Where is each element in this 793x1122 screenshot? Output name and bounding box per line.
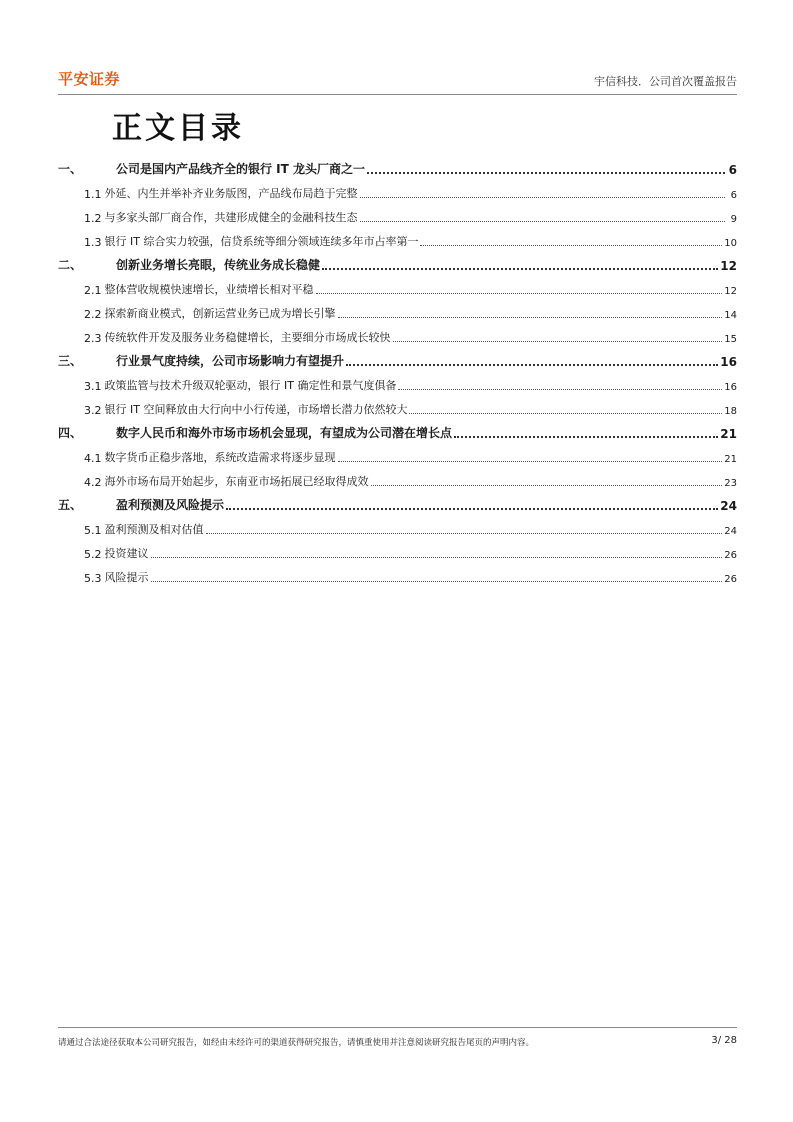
toc-chapter-entry[interactable]	[58, 153, 737, 177]
toc-entry-page: 9	[730, 214, 737, 225]
toc-entry-number: 5.1	[84, 524, 102, 537]
toc-entry-page: 24	[724, 526, 737, 537]
toc-section-entry[interactable]	[58, 513, 737, 537]
toc-section-entry[interactable]	[58, 297, 737, 321]
report-name: 宇信科技．公司首次覆盖报告	[594, 75, 737, 88]
toc-entry-number: 三、	[58, 354, 83, 368]
disclaimer: 请通过合法途径获取本公司研究报告，如经由未经许可的渠道获得研究报告，请慎重使用并注意阅读研究报告尾页的声明内容。	[58, 1038, 535, 1048]
toc-entry-number: 五、	[58, 498, 83, 512]
toc-entry-number: 2.3	[84, 332, 102, 345]
toc-entry-title: 传统软件开发及服务业务稳健增长，主要细分市场成长较快	[104, 331, 391, 344]
dot-leader	[393, 341, 723, 342]
toc-entry-title: 银行 IT 综合实力较强，信贷系统等细分领域连续多年市占率第一	[104, 235, 419, 248]
toc-entry-number: 四、	[58, 426, 83, 440]
toc-entry-page: 16	[720, 355, 737, 369]
toc-entry-number: 2.1	[84, 284, 102, 297]
toc-entry-page: 12	[724, 286, 737, 297]
dot-leader	[346, 364, 718, 366]
toc-entry-title: 盈利预测及风险提示	[116, 498, 225, 512]
dot-leader	[206, 533, 723, 534]
toc-section-entry[interactable]	[58, 369, 737, 393]
toc-entry-title: 数字货币正稳步落地，系统改造需求将逐步显现	[104, 451, 336, 464]
toc-entry-number: 3.2	[84, 404, 102, 417]
company-logo: 平安证券	[58, 70, 121, 88]
dot-leader	[409, 413, 722, 414]
toc-entry-title: 海外市场布局开始起步，东南亚市场拓展已经取得成效	[104, 475, 369, 488]
dot-leader	[316, 293, 723, 294]
toc-entry-title: 风险提示	[104, 571, 149, 584]
toc-section-entry[interactable]	[58, 321, 737, 345]
dot-leader	[367, 172, 725, 174]
toc-entry-title: 公司是国内产品线齐全的银行 IT 龙头厂商之一	[116, 162, 366, 176]
toc-chapter-entry[interactable]	[58, 489, 737, 513]
dot-leader	[360, 221, 726, 222]
toc-title: 正文目录	[112, 111, 244, 146]
toc-section-entry[interactable]	[58, 201, 737, 225]
toc-entry-number: 3.1	[84, 380, 102, 393]
toc-entry-number: 5.3	[84, 572, 102, 585]
toc-section-entry[interactable]	[58, 561, 737, 585]
dot-leader	[371, 485, 723, 486]
toc-entry-title: 整体营收规模快速增长，业绩增长相对平稳	[104, 283, 314, 296]
dot-leader	[338, 461, 723, 462]
page-footer	[58, 1027, 737, 1048]
toc-entry-title: 政策监管与技术升级双轮驱动，银行 IT 确定性和景气度俱备	[104, 379, 397, 392]
toc-section-entry[interactable]	[58, 537, 737, 561]
dot-leader	[420, 245, 722, 246]
toc-entry-page: 26	[724, 574, 737, 585]
toc-entry-page: 6	[728, 163, 737, 177]
toc-entry-page: 16	[724, 382, 737, 393]
toc-entry-number: 1.2	[84, 212, 102, 225]
toc-entry-number: 4.2	[84, 476, 102, 489]
dot-leader	[454, 436, 718, 438]
toc-entry-page: 26	[724, 550, 737, 561]
dot-leader	[226, 508, 718, 510]
dot-leader	[338, 317, 723, 318]
toc-entry-page: 21	[720, 427, 737, 441]
toc-entry-page: 12	[720, 259, 737, 273]
toc-entry-number: 1.1	[84, 188, 102, 201]
toc-section-entry[interactable]	[58, 393, 737, 417]
page-number: 3/ 28	[711, 1035, 737, 1046]
toc-entry-title: 银行 IT 空间释放由大行向中小行传递，市场增长潜力依然较大	[104, 403, 408, 416]
toc-entry-page: 6	[730, 190, 737, 201]
toc-entry-page: 15	[724, 334, 737, 345]
dot-leader	[151, 581, 723, 582]
toc-entry-title: 探索新商业模式，创新运营业务已成为增长引擎	[104, 307, 336, 320]
toc-entry-title: 投资建议	[104, 547, 149, 560]
dot-leader	[360, 197, 726, 198]
toc-entry-title: 行业景气度持续，公司市场影响力有望提升	[116, 354, 345, 368]
toc-chapter-entry[interactable]	[58, 345, 737, 369]
toc-entry-number: 一、	[58, 162, 83, 176]
toc-entry-page: 18	[724, 406, 737, 417]
toc-entry-number: 2.2	[84, 308, 102, 321]
toc-chapter-entry[interactable]	[58, 417, 737, 441]
toc-entry-number: 1.3	[84, 236, 102, 249]
toc-entry-page: 10	[724, 238, 737, 249]
toc-entry-number: 二、	[58, 258, 83, 272]
toc-section-entry[interactable]	[58, 441, 737, 465]
toc-entry-page: 21	[724, 454, 737, 465]
toc-entry-page: 24	[720, 499, 737, 513]
toc-entry-title: 数字人民币和海外市场市场机会显现，有望成为公司潜在增长点	[116, 426, 453, 440]
toc-entry-number: 5.2	[84, 548, 102, 561]
toc-entry-page: 23	[724, 478, 737, 489]
toc-section-entry[interactable]	[58, 225, 737, 249]
toc-section-entry[interactable]	[58, 273, 737, 297]
dot-leader	[151, 557, 723, 558]
page-header	[58, 68, 737, 95]
toc-entry-title: 外延、内生并举补齐业务版图，产品线布局趋于完整	[104, 187, 358, 200]
toc-chapter-entry[interactable]	[58, 249, 737, 273]
toc-entry-number: 4.1	[84, 452, 102, 465]
toc-entry-title: 盈利预测及相对估值	[104, 523, 204, 536]
toc-section-entry[interactable]	[58, 465, 737, 489]
table-of-contents	[58, 153, 737, 585]
dot-leader	[398, 389, 722, 390]
toc-entry-title: 创新业务增长亮眼，传统业务成长稳健	[116, 258, 321, 272]
toc-entry-page: 14	[724, 310, 737, 321]
dot-leader	[322, 268, 718, 270]
toc-section-entry[interactable]	[58, 177, 737, 201]
toc-entry-title: 与多家头部厂商合作，共建形成健全的金融科技生态	[104, 211, 358, 224]
